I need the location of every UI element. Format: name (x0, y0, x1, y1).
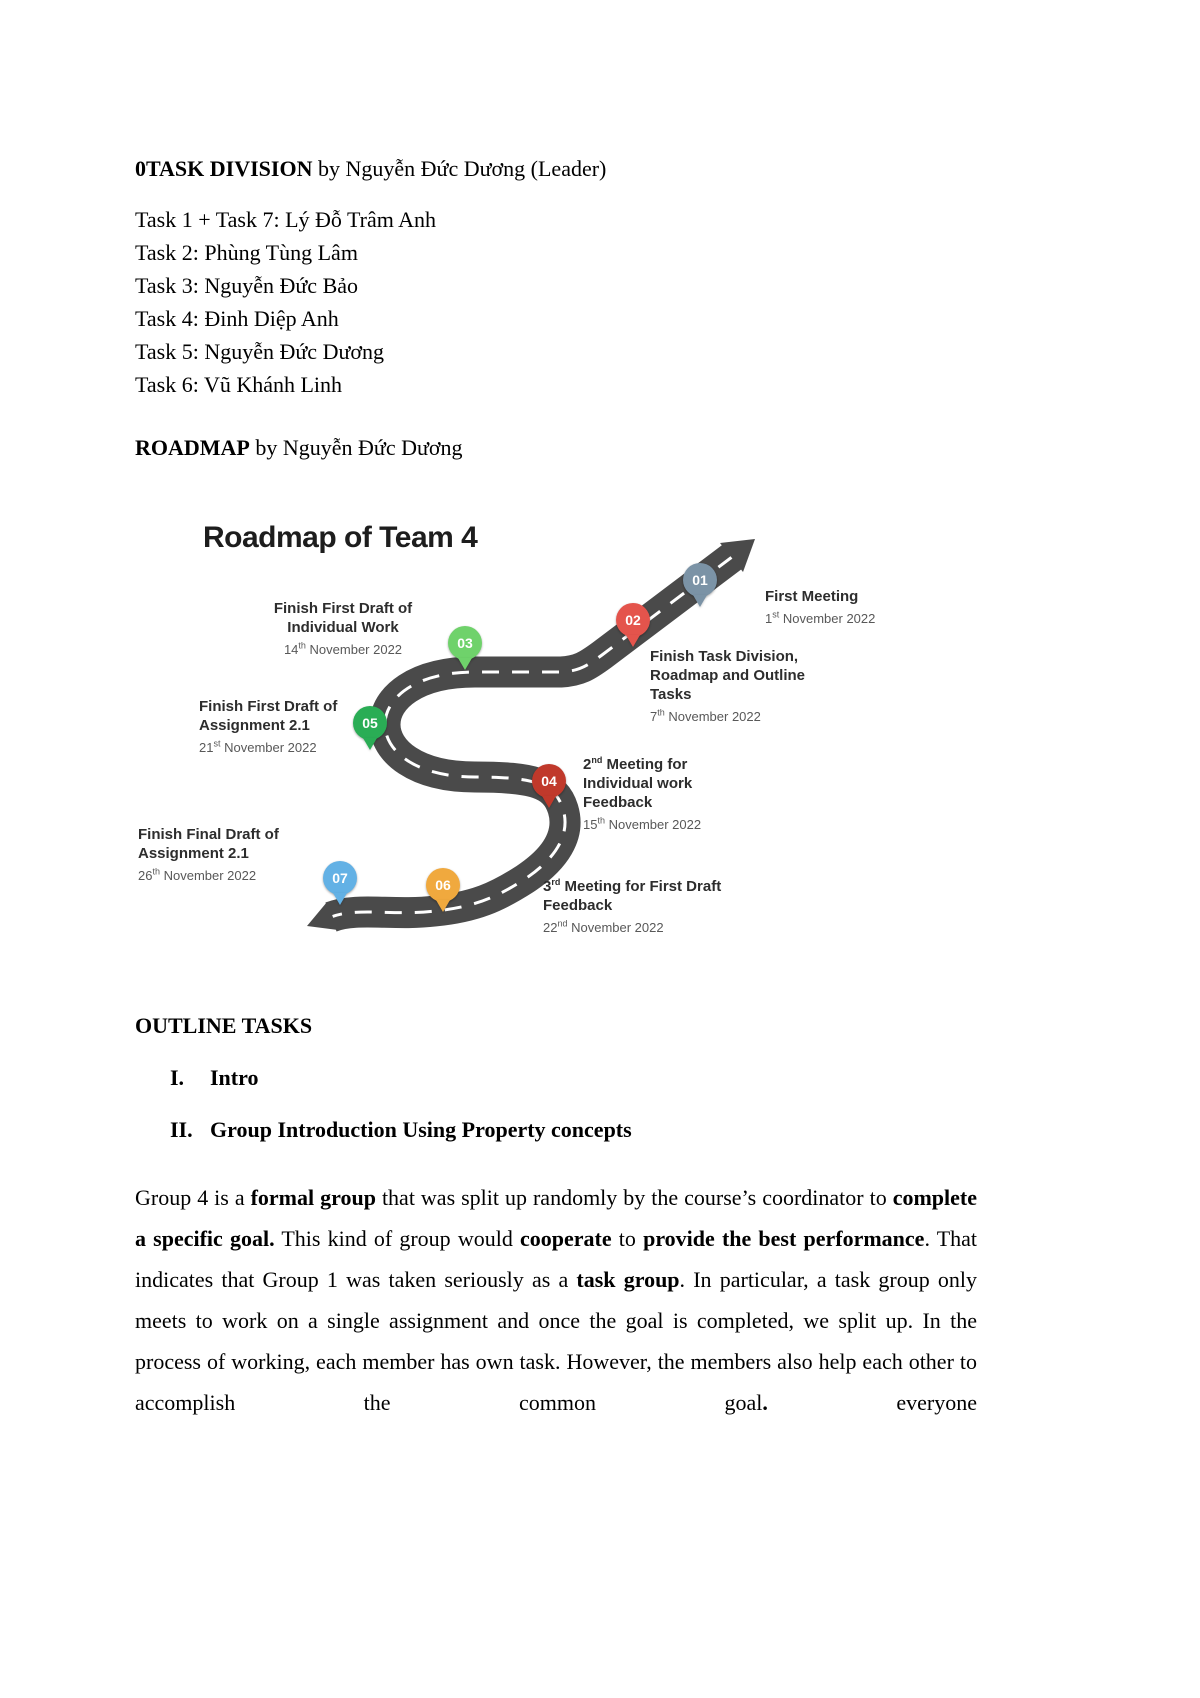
paragraph-segment: task group (576, 1267, 680, 1292)
roadmap-heading-rest: by Nguyễn Đức Dương (249, 435, 463, 460)
milestone-title: 3rd Meeting for First Draft Feedback (543, 877, 722, 914)
roadmap-title: Roadmap of Team 4 (203, 521, 478, 554)
pin-tail-icon (542, 796, 556, 808)
milestone-label-05 (199, 697, 359, 756)
milestone-title: Finish First Draft of Individual Work (273, 600, 413, 636)
milestone-date: 15th November 2022 (583, 815, 702, 832)
task-division-heading-rest: by Nguyễn Đức Dương (Leader) (312, 156, 607, 181)
milestone-label-06 (543, 877, 743, 936)
milestone-date: 22nd November 2022 (543, 918, 664, 935)
pin-tail-icon (363, 738, 377, 750)
milestone-label-01 (765, 587, 945, 627)
paragraph-segment: everyone (767, 1390, 977, 1415)
milestone-date: 21st November 2022 (199, 738, 317, 755)
milestone-date: 1st November 2022 (765, 609, 876, 626)
outline-item-numeral: I. (170, 1065, 185, 1090)
task-item: Task 6: Vũ Khánh Linh (135, 372, 343, 397)
paragraph-segment: cooperate (520, 1226, 612, 1251)
paragraph-segment: complete a specific goal. (135, 1185, 977, 1251)
paragraph-segment: . (762, 1390, 768, 1415)
outline-heading: OUTLINE TASKS (135, 1013, 313, 1038)
milestone-label-04 (583, 755, 718, 833)
milestone-date: 7th November 2022 (650, 707, 761, 724)
roadmap-pin-07 (322, 861, 358, 905)
roadmap-heading-bold: ROADMAP (135, 435, 250, 460)
outline-item-label: Group Introduction Using Property concepts (210, 1117, 632, 1142)
pin-number: 01 (683, 563, 717, 597)
roadmap-pin-03 (447, 626, 483, 670)
roadmap-pin-01 (682, 563, 718, 607)
task-item: Task 3: Nguyễn Đức Bảo (135, 273, 359, 298)
paragraph-segment: . In particular, a task group only meets to work on a single assignment and once the goal is completed, we split up. In the process of working, each member has own task. However, the members also help each other to accomplish the common goal (135, 1267, 977, 1415)
milestone-title: First Meeting (765, 588, 859, 605)
milestone-title: Finish First Draft of Assignment 2.1 (199, 698, 338, 734)
milestone-title: Finish Task Division, Roadmap and Outline Tasks (650, 648, 806, 703)
milestone-title: 2nd Meeting for Individual work Feedback (583, 755, 693, 811)
document-content (135, 155, 977, 1423)
pin-tail-icon (333, 893, 347, 905)
milestone-label-07 (138, 825, 298, 884)
paragraph-segment: This kind of group would (274, 1226, 521, 1251)
task-item: Task 1 + Task 7: Lý Đỗ Trâm Anh (135, 207, 437, 232)
paragraph-segment: to (611, 1226, 644, 1251)
task-item: Task 4: Đinh Diệp Anh (135, 306, 339, 331)
roadmap-pin-06 (425, 868, 461, 912)
roadmap-pin-04 (531, 764, 567, 808)
outline-item-label: Intro (210, 1065, 259, 1090)
body-paragraph (135, 1177, 977, 1423)
pin-number: 06 (426, 868, 460, 902)
roadmap-figure (135, 487, 985, 965)
task-division-heading (135, 155, 977, 183)
pin-tail-icon (436, 900, 450, 912)
milestone-label-03 (253, 599, 433, 658)
roadmap-pin-05 (352, 706, 388, 750)
paragraph-segment: formal group (250, 1185, 376, 1210)
paragraph-segment: . That indicates that Group 1 was taken seriously as a (135, 1226, 978, 1292)
milestone-title: Finish Final Draft of Assignment 2.1 (138, 826, 279, 862)
pin-number: 05 (353, 706, 387, 740)
paragraph-segment: provide the best performance (643, 1226, 925, 1251)
task-item: Task 2: Phùng Tùng Lâm (135, 240, 358, 265)
outline-item-intro (170, 1065, 977, 1091)
pin-tail-icon (693, 595, 707, 607)
pin-number: 02 (616, 603, 650, 637)
paragraph-segment: that was split up randomly by the course’s coordinator to (375, 1185, 893, 1210)
pin-tail-icon (626, 635, 640, 647)
pin-number: 03 (448, 626, 482, 660)
task-list (135, 203, 977, 401)
roadmap-pin-02 (615, 603, 651, 647)
milestone-date: 26th November 2022 (138, 866, 257, 883)
task-division-heading-bold: 0TASK DIVISION (135, 156, 313, 181)
milestone-label-02 (650, 647, 822, 725)
milestone-date: 14th November 2022 (283, 640, 403, 657)
pin-number: 04 (532, 764, 566, 798)
paragraph-segment: Group 4 is a (135, 1185, 251, 1210)
roadmap-heading (135, 435, 977, 461)
outline-item-group-introduction (170, 1117, 977, 1143)
outline-item-numeral: II. (170, 1117, 193, 1142)
pin-number: 07 (323, 861, 357, 895)
pin-tail-icon (458, 658, 472, 670)
task-item: Task 5: Nguyễn Đức Dương (135, 339, 385, 364)
